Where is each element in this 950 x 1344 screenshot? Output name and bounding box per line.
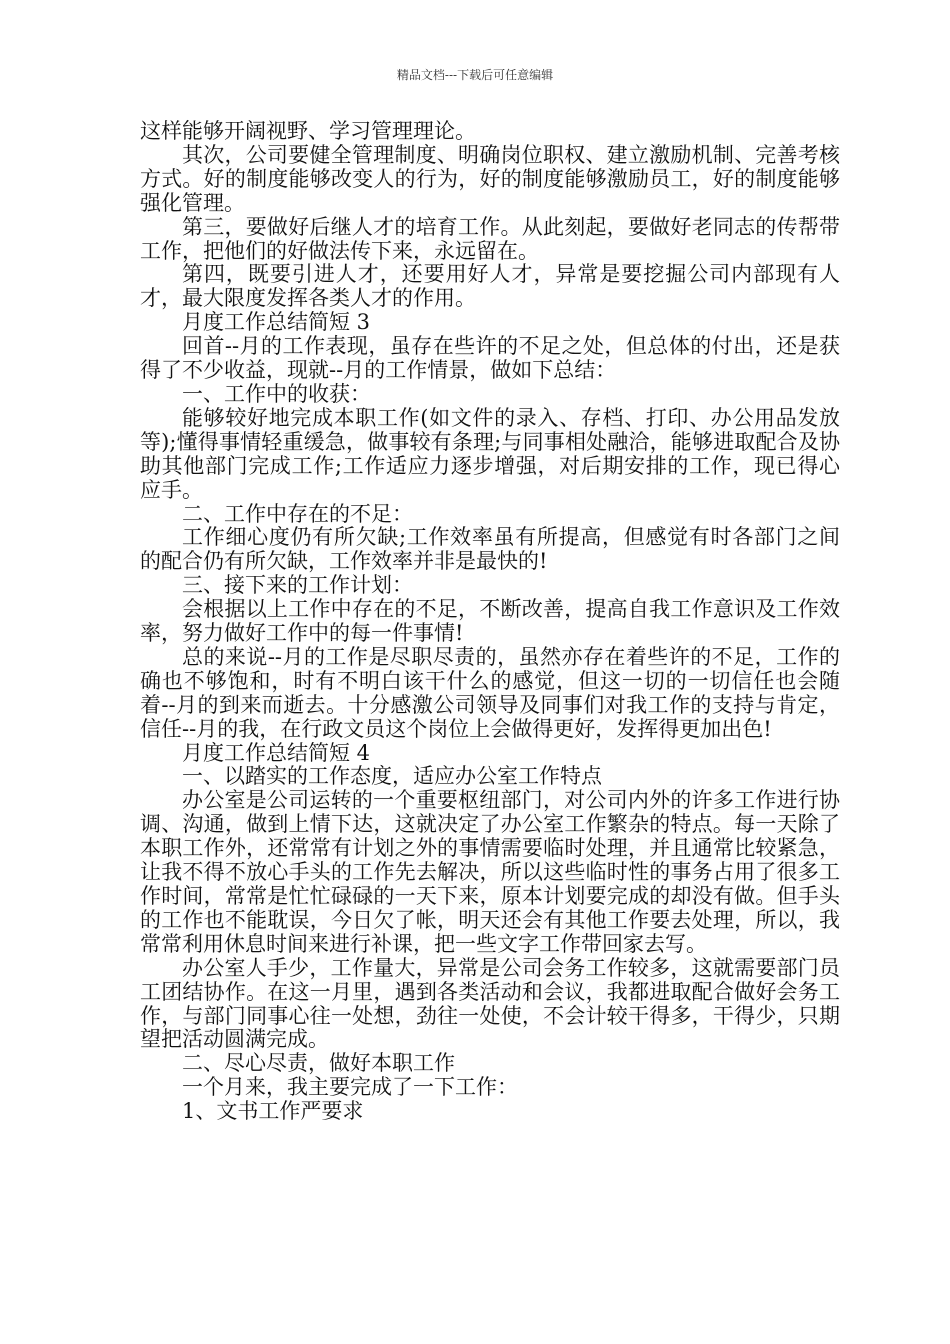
- paragraph: 会根据以上工作中存在的不足，不断改善，提高自我工作意识及工作效率，努力做好工作中的每一件事情!: [140, 597, 840, 646]
- document-body: [140, 120, 840, 1124]
- paragraph: 一、工作中的收获：: [182, 381, 371, 406]
- paragraph: 其次，公司要健全管理制度、明确岗位职权、建立激励机制、完善考核方式。好的制度能够改变人的行为，好的制度能够激励员工，好的制度能够强化管理。: [140, 142, 840, 215]
- paragraph: 月度工作总结简短 3: [182, 310, 371, 335]
- paragraph: 一个月来，我主要完成了一下工作：: [182, 1075, 518, 1100]
- paragraph: 能够较好地完成本职工作(如文件的录入、存档、打印、办公用品发放等);懂得事情轻重缓急，做事较有条理;与同事相处融洽，能够进取配合及协助其他部门完成工作;工作适应力逐步增强，对后期安排的工作，现已得心应手。: [140, 405, 840, 502]
- paragraph: 三、接下来的工作计划：: [182, 573, 413, 598]
- paragraph: 月度工作总结简短 4: [182, 740, 371, 765]
- paragraph: 一、以踏实的工作态度，适应办公室工作特点: [182, 764, 602, 789]
- paragraph: 这样能够开阔视野、学习管理理论。: [140, 119, 476, 143]
- paragraph: 二、工作中存在的不足：: [182, 501, 413, 526]
- paragraph: 办公室是公司运转的一个重要枢纽部门，对公司内外的许多工作进行协调、沟通，做到上情下达，这就决定了办公室工作繁杂的特点。每一天除了本职工作外，还常常有计划之外的事情需要临时处理，并且通常比较紧急，让我不得不放心手头的工作先去解决，所以这些临时性的事务占用了很多工作时间，常常是忙忙碌碌的一天下来，原本计划要完成的却没有做。但手头的工作也不能耽误，今日欠了帐，明天还会有其他工作要去处理，所以，我常常利用休息时间来进行补课，把一些文字工作带回家去写。: [140, 788, 840, 956]
- paragraph: 回首--月的工作表现，虽存在些许的不足之处，但总体的付出，还是获得了不少收益，现就--月的工作情景，做如下总结：: [140, 334, 840, 383]
- paragraph: 办公室人手少，工作量大，异常是公司会务工作较多，这就需要部门员工团结协作。在这一月里，遇到各类活动和会议，我都进取配合做好会务工作，与部门同事心往一处想，劲往一处使，不会计较干得多，干得少，只期望把活动圆满完成。: [140, 955, 840, 1052]
- paragraph: 1、文书工作严要求: [182, 1099, 364, 1124]
- paragraph: 工作细心度仍有所欠缺;工作效率虽有所提高，但感觉有时各部门之间的配合仍有所欠缺，工作效率并非是最快的!: [140, 525, 840, 574]
- paragraph: 总的来说--月的工作是尽职尽责的，虽然亦存在着些许的不足，工作的确也不够饱和，时有不明白该干什么的感觉，但这一切的一切信任也会随着--月的到来而逝去。十分感激公司领导及同事们对我工作的支持与肯定，信任--月的我，在行政文员这个岗位上会做得更好，发挥得更加出色!: [140, 644, 840, 741]
- page-header: 精品文档---下载后可任意编辑: [396, 68, 554, 82]
- paragraph: 第四，既要引进人才，还要用好人才，异常是要挖掘公司内部现有人才，最大限度发挥各类人才的作用。: [140, 262, 840, 311]
- paragraph: 第三，要做好后继人才的培育工作。从此刻起，要做好老同志的传帮带工作，把他们的好做法传下来，永远留在。: [140, 214, 840, 263]
- paragraph: 二、尽心尽责，做好本职工作: [182, 1051, 455, 1076]
